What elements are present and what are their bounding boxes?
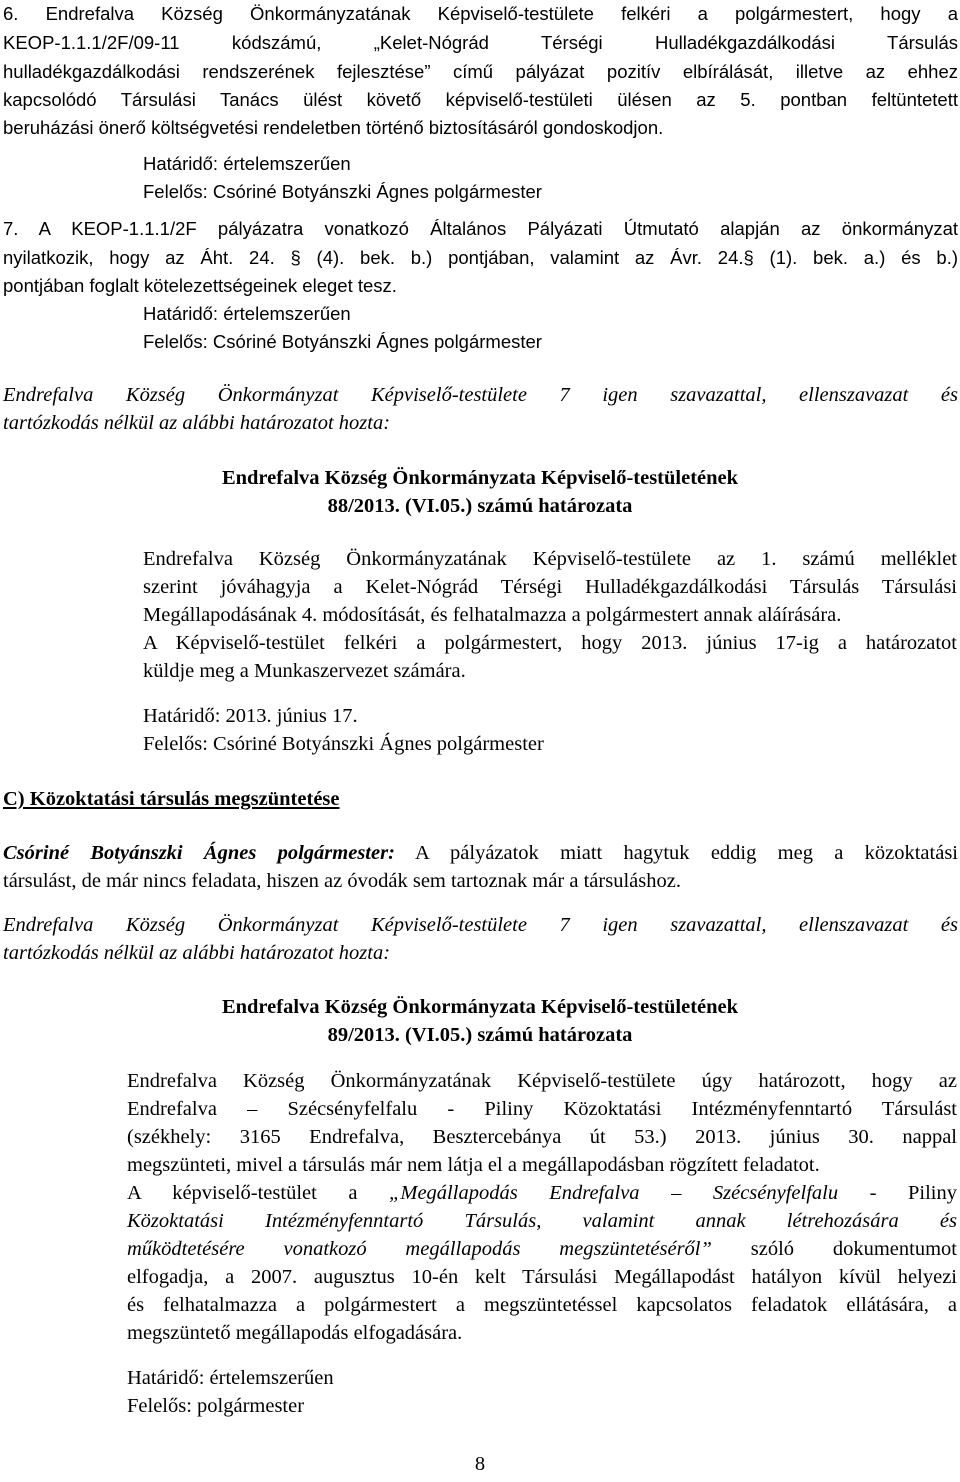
resolution88-number: 88/2013. (VI.05.) számú határozata <box>327 495 633 517</box>
page-number: 8 <box>474 1453 486 1475</box>
resolution89-p2-line-6: megszüntető megállapodás elfogadására. <box>127 1322 463 1344</box>
item6-deadline: Határidő: értelemszerűen <box>143 153 351 174</box>
resolution88-line-2: szerint jóváhagyja a Kelet-Nógrád Térségi Hulladékgazdálkodási Társulás Társulási <box>143 576 957 598</box>
resolution89-line-3: (székhely: 3165 Endrefalva, Besztercebánya út 53.) 2013. június 30. nappal <box>127 1126 957 1148</box>
resolution89-line-4: megszünteti, mivel a társulás már nem látja el a megállapodásban rögzített feladatot. <box>127 1154 820 1176</box>
resolution89-p2-line-1 <box>127 1182 957 1205</box>
p2-line3-plain: szóló dokumentumot <box>711 1238 957 1260</box>
vote2-line-2: tartózkodás nélkül az alábbi határozatot hozta: <box>3 942 391 964</box>
speaker-text-1: A pályázatok miatt hagytuk eddig meg a közoktatási <box>394 842 958 864</box>
speaker-line-2: társulást, de már nincs feladata, hiszen az óvodák sem tartoznak már a társuláshoz. <box>3 870 681 892</box>
resolution88-line-5: küldje meg a Munkaszervezet számára. <box>143 660 466 682</box>
speaker-name: Csóriné Botyánszki Ágnes polgármester: <box>3 842 395 864</box>
resolution89-responsible: Felelős: polgármester <box>127 1395 305 1417</box>
resolution88-line-1: Endrefalva Község Önkormányzatának Képviselő-testülete az 1. számú melléklet <box>143 548 957 570</box>
p2-text-a: A képviselő-testület a <box>127 1182 389 1204</box>
vote1-line-2: tartózkodás nélkül az alábbi határozatot hozta: <box>3 412 391 434</box>
resolution89-line-1: Endrefalva Község Önkormányzatának Képviselő-testülete úgy határozott, hogy az <box>127 1070 957 1092</box>
resolution89-p2-line-2: Közoktatási Intézményfenntartó Társulás, valamint annak létrehozására és <box>127 1210 957 1232</box>
item6-line-4: kapcsolódó Társulási Tanács ülést követő képviselő-testületi ülésen az 5. pontban feltüntetett <box>3 89 958 110</box>
item7-responsible: Felelős: Csóriné Botyánszki Ágnes polgármester <box>143 331 542 352</box>
resolution88-deadline: Határidő: 2013. június 17. <box>143 705 358 727</box>
resolution89-p2-line-4: elfogadja, a 2007. augusztus 10-én kelt Társulási Megállapodást hatályon kívül helyezi <box>127 1266 957 1288</box>
item6-line-1: 6. Endrefalva Község Önkormányzatának Képviselő-testülete felkéri a polgármestert, hogy a <box>3 3 958 24</box>
item7-deadline: Határidő: értelemszerűen <box>143 303 351 324</box>
resolution89-deadline: Határidő: értelemszerűen <box>127 1367 334 1389</box>
p2-text-b: „Megállapodás Endrefalva – Szécsényfelfalu <box>388 1182 839 1204</box>
resolution89-line-2: Endrefalva – Szécsényfelfalu - Piliny Közoktatási Intézményfenntartó Társulást <box>127 1098 957 1120</box>
resolution88-heading: Endrefalva Község Önkormányzata Képviselő-testületének <box>221 467 739 489</box>
item6-responsible: Felelős: Csóriné Botyánszki Ágnes polgármester <box>143 181 542 202</box>
p2-line3-italic: működtetésére vonatkozó megállapodás megszüntetéséről” <box>127 1238 712 1260</box>
resolution88-line-3: Megállapodásának 4. módosítását, és felhatalmazza a polgármestert annak aláírására. <box>143 604 842 626</box>
resolution89-heading: Endrefalva Község Önkormányzata Képviselő-testületének <box>221 996 739 1018</box>
section-c-heading: C) Közoktatási társulás megszüntetése <box>3 788 340 810</box>
item6-line-2: KEOP-1.1.1/2F/09-11 kódszámú, „Kelet-Nógrád Térségi Hulladékgazdálkodási Társulás <box>3 32 958 53</box>
resolution89-number: 89/2013. (VI.05.) számú határozata <box>327 1024 633 1046</box>
speaker-line-1 <box>3 842 958 865</box>
item7-line-3: pontjában foglalt kötelezettségeinek eleget tesz. <box>3 275 397 296</box>
item6-line-3: hulladékgazdálkodási rendszerének fejlesztése” című pályázat pozitív elbírálását, illetve az ehhez <box>3 61 958 82</box>
resolution88-responsible: Felelős: Csóriné Botyánszki Ágnes polgármester <box>143 733 544 755</box>
resolution89-p2-line-3 <box>127 1238 957 1261</box>
p2-text-c: - Piliny <box>838 1182 957 1204</box>
item7-line-2: nyilatkozik, hogy az Áht. 24. § (4). bek. b.) pontjában, valamint az Ávr. 24.§ (1). bek. a.) és b.) <box>3 247 958 268</box>
resolution89-p2-line-5: és felhatalmazza a polgármestert a megszüntetéssel kapcsolatos feladatok ellátására, a <box>127 1294 957 1316</box>
item7-line-1: 7. A KEOP-1.1.1/2F pályázatra vonatkozó Általános Pályázati Útmutató alapján az önkormányzat <box>3 218 958 239</box>
resolution88-line-4: A Képviselő-testület felkéri a polgármestert, hogy 2013. június 17-ig a határozatot <box>143 632 957 654</box>
vote2-line-1: Endrefalva Község Önkormányzat Képviselő-testülete 7 igen szavazattal, ellenszavazat és <box>3 914 958 936</box>
item6-line-5: beruházási önerő költségvetési rendeletben történő biztosításáról gondoskodjon. <box>3 117 664 138</box>
vote1-line-1: Endrefalva Község Önkormányzat Képviselő-testülete 7 igen szavazattal, ellenszavazat és <box>3 384 958 406</box>
